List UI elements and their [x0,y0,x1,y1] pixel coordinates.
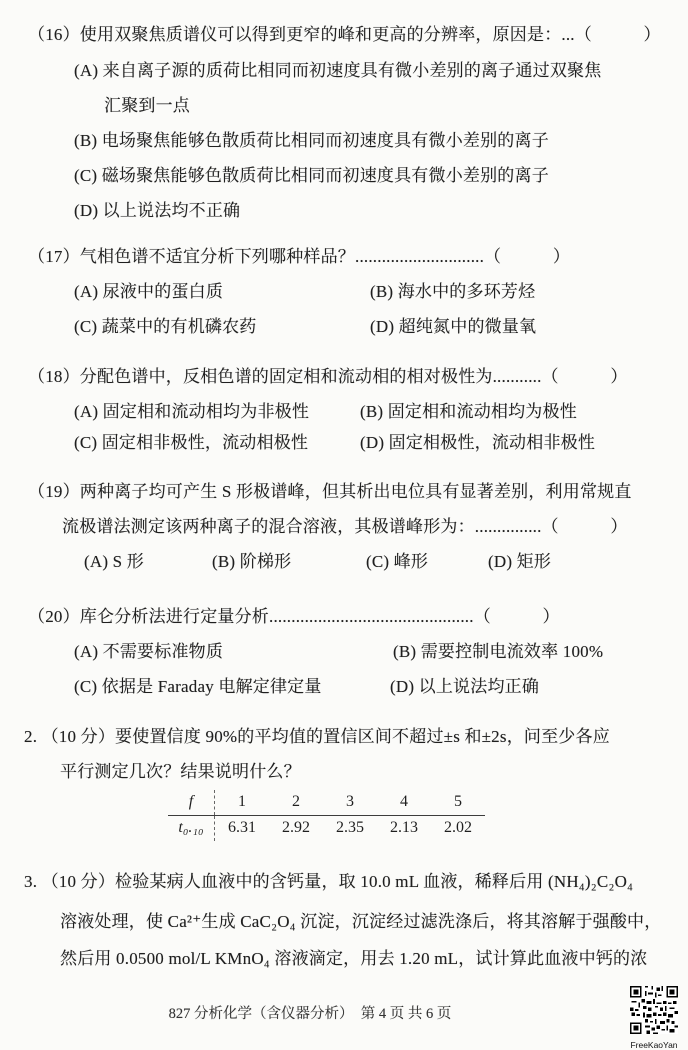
q19-stem-line1: （19）两种离子均可产生 S 形极谱峰，但其析出电位具有显著差别，利用常规直 [28,482,632,501]
q2-stem-line2: 平行测定几次？结果说明什么？ [60,762,301,781]
q19-option-d: (D) 矩形 [488,552,552,571]
t-table-header-row [168,790,485,816]
q16-option-a: (A) 来自离子源的质荷比相同而初速度具有微小差别的离子通过双聚焦 [74,61,602,80]
q17-stem: （17）气相色谱不适宜分析下列哪种样品？.............................（ ） [28,247,571,266]
q20-option-b: (B) 需要控制电流效率 100% [393,642,604,661]
q16-option-b: (B) 电场聚焦能够色散质荷比相同而初速度具有微小差别的离子 [74,131,549,150]
q16-stem: （16）使用双聚焦质谱仪可以得到更窄的峰和更高的分辨率，原因是：...（ ） [28,25,661,44]
q16-option-d: (D) 以上说法均不正确 [74,201,241,220]
t-value-table [168,790,485,841]
q17-option-b: (B) 海水中的多环芳烃 [370,282,536,301]
q19-option-c: (C) 峰形 [366,552,429,571]
t-table-header-cell: 5 [431,790,485,816]
q3-stem-line1: 3. （10 分）检验某病人血液中的含钙量，取 10.0 mL 血液，稀释后用 (NH₄)₂C₂O₄ [24,872,634,891]
t-table-header-cell: 1 [215,790,270,816]
q19-option-b: (B) 阶梯形 [212,552,292,571]
q20-option-c: (C) 依据是 Faraday 电解定律定量 [74,677,322,696]
q19-stem-line2: 流极谱法测定该两种离子的混合溶液，其极谱峰形为：...............（ ） [62,517,628,536]
q17-option-c: (C) 蔬菜中的有机磷农药 [74,317,257,336]
t-table-value-cell: 2.92 [282,819,310,836]
q3-stem-line3: 然后用 0.0500 mol/L KMnO₄ 溶液滴定，用去 1.20 mL，试计算此血液中钙的浓 [60,949,648,968]
q20-stem: （20）库仑分析法进行定量分析..............................................（ ） [28,607,560,626]
t-table-f-label: f [168,790,215,816]
q16-option-c: (C) 磁场聚焦能够色散质荷比相同而初速度具有微小差别的离子 [74,166,549,185]
watermark-label: FreeKaoYan [630,1040,678,1050]
t-table-value-cell: 6.31 [228,819,256,836]
q2-stem-line1: 2. （10 分）要使置信度 90%的平均值的置信区间不超过±s 和±2s，问至少各应 [24,727,610,746]
q18-option-c: (C) 固定相非极性，流动相极性 [74,433,309,452]
t-table-header-cell: 2 [269,790,323,816]
qr-code-icon [630,986,678,1034]
q3-stem-line2: 溶液处理，使 Ca²⁺生成 CaC₂O₄ 沉淀，沉淀经过滤洗涤后，将其溶解于强酸中， [60,912,662,931]
t-table-value-row [168,816,485,842]
page-footer: 827 分析化学（含仪器分析） 第 4 页 共 6 页 [168,1006,452,1022]
q20-option-a: (A) 不需要标准物质 [74,642,224,661]
t-table-t010-label: t₀.₁₀ [168,816,215,842]
watermark-block [626,986,682,1050]
q18-option-a: (A) 固定相和流动相均为非极性 [74,402,310,421]
q20-option-d: (D) 以上说法均正确 [390,677,540,696]
t-table-value-cell: 2.13 [390,819,418,836]
t-table-value-cell: 2.35 [336,819,364,836]
q17-option-d: (D) 超纯氮中的微量氧 [370,317,537,336]
q16-option-a-line2: 汇聚到一点 [104,96,190,115]
t-table-header-cell: 3 [323,790,377,816]
q18-stem: （18）分配色谱中，反相色谱的固定相和流动相的相对极性为...........（ ） [28,367,628,386]
q19-option-a: (A) S 形 [84,552,144,571]
t-table-value-cell: 2.02 [444,819,472,836]
q17-option-a: (A) 尿液中的蛋白质 [74,282,224,301]
q18-option-b: (B) 固定相和流动相均为极性 [360,402,577,421]
q18-option-d: (D) 固定相极性，流动相非极性 [360,433,596,452]
t-table-header-cell: 4 [377,790,431,816]
